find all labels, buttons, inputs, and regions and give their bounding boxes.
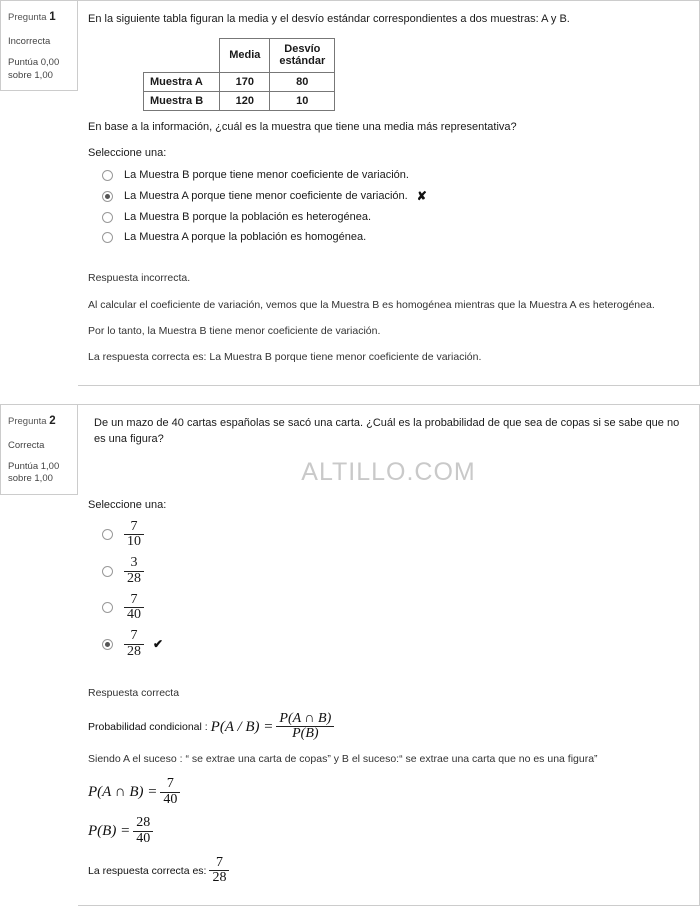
- fraction-numerator: 7: [209, 856, 229, 872]
- table-header-desvio: Desvío estándar: [270, 38, 335, 72]
- equation-fraction: [160, 777, 180, 807]
- answer-option-2-d[interactable]: [94, 626, 689, 662]
- table-corner-cell: [144, 38, 220, 72]
- table-row-label-b: Muestra B: [144, 91, 220, 110]
- equation-lhs: P(B) =: [88, 823, 131, 840]
- question-info-2: [0, 404, 78, 495]
- answer-option-1-c[interactable]: [94, 207, 689, 227]
- watermark-text: ALTILLO.COM: [301, 457, 476, 486]
- fraction-numerator: P(A ∩ B): [276, 712, 334, 728]
- radio-icon[interactable]: [102, 566, 113, 577]
- answer-label: La Muestra A porque la población es homogénea.: [124, 231, 367, 244]
- question-label-2: Pregunta: [8, 415, 47, 427]
- fraction-denominator: 40: [136, 830, 151, 846]
- intersection-probability: [88, 777, 689, 807]
- question-grade-max-1: sobre 1,00: [8, 69, 53, 81]
- table-cell-a-media: 170: [220, 72, 270, 91]
- equation-lhs: P(A ∩ B) =: [88, 783, 158, 800]
- fraction-denominator: P(B): [292, 726, 319, 742]
- fraction-numerator: 3: [124, 556, 144, 572]
- feedback-title-1: Respuesta incorrecta.: [88, 272, 191, 285]
- radio-icon[interactable]: [102, 232, 113, 243]
- table-cell-a-desvio: 80: [270, 72, 335, 91]
- question-grade-2: Puntúa 1,00: [8, 460, 60, 472]
- table-cell-b-desvio: 10: [270, 91, 335, 110]
- question-number-2: 2: [49, 414, 56, 427]
- feedback-2: [88, 684, 689, 886]
- question-number-line-2: [8, 411, 70, 432]
- question-stem-1-part2: En base a la información, ¿cuál es la muestra que tiene una media más representativa?: [88, 120, 517, 133]
- correct-answer-line: [88, 856, 689, 886]
- question-label-1: Pregunta: [8, 12, 47, 23]
- answer-label: La Muestra B porque tiene menor coeficiente de variación.: [124, 169, 409, 182]
- feedback-correct-answer-1: La respuesta correcta es: La Muestra B porque tiene menor coeficiente de variación.: [88, 351, 482, 364]
- answer-option-1-b[interactable]: [94, 185, 689, 207]
- formula-label: Probabilidad condicional :: [88, 720, 208, 733]
- answer-option-2-c[interactable]: [94, 590, 689, 626]
- question-info-1: [0, 0, 78, 91]
- select-one-label-2: Seleccione una:: [88, 498, 167, 511]
- formula-lhs: P(A / B) =: [210, 718, 274, 735]
- fraction-denominator: 28: [127, 570, 141, 586]
- feedback-title-2: Respuesta correcta: [88, 687, 180, 700]
- question-body-2: [78, 404, 700, 906]
- answer-label: La Muestra B porque la población es heterogénea.: [124, 211, 372, 224]
- answer-fraction: [124, 520, 144, 550]
- feedback-line-1: Al calcular el coeficiente de variación, vemos que la Muestra B es homogénea mientras que la Muestra A es heterogénea.: [88, 298, 655, 311]
- radio-icon-selected[interactable]: [102, 191, 113, 202]
- question-separator: [0, 386, 700, 404]
- question-number-1: 1: [49, 11, 56, 23]
- question-state-1: Incorrecta: [8, 36, 51, 48]
- formula-fraction: [276, 712, 334, 742]
- radio-icon[interactable]: [102, 529, 113, 540]
- radio-icon[interactable]: [102, 212, 113, 223]
- events-definition: Siendo A el suceso : “ se extrae una carta de copas” y B el suceso:“ se extrae una carta que no es una figura”: [88, 753, 598, 766]
- question-stem-2: De un mazo de 40 cartas españolas se sacó una carta. ¿Cuál es la probabilidad de que sea de copas si se sabe que no es una figura?: [94, 416, 680, 446]
- correct-mark-icon: ✔: [153, 637, 164, 652]
- fraction-numerator: 7: [124, 593, 144, 609]
- table-row: [144, 72, 335, 91]
- select-one-label-1: Seleccione una:: [88, 147, 167, 160]
- fraction-numerator: 28: [133, 816, 153, 832]
- fraction-numerator: 7: [124, 629, 144, 645]
- conditional-probability-formula: [88, 712, 689, 742]
- answer-list-2: [94, 517, 689, 663]
- radio-icon[interactable]: [102, 170, 113, 181]
- feedback-line-2: Por lo tanto, la Muestra B tiene menor coeficiente de variación.: [88, 325, 381, 338]
- fraction-numerator: 7: [160, 777, 180, 793]
- question-block-1: [0, 0, 700, 386]
- feedback-1: [88, 269, 689, 367]
- question-body-1: [78, 0, 700, 386]
- fraction-numerator: 7: [124, 520, 144, 536]
- question-number-line-1: [8, 7, 70, 28]
- fraction-denominator: 28: [212, 870, 227, 886]
- answer-fraction: [124, 593, 144, 623]
- table-header-media: Media: [220, 38, 270, 72]
- fraction-denominator: 10: [127, 534, 141, 550]
- question-block-2: [0, 404, 700, 906]
- equation-fraction: [133, 816, 153, 846]
- correct-answer-label: La respuesta correcta es:: [88, 864, 207, 877]
- answer-fraction: [124, 629, 144, 659]
- answer-fraction: [124, 556, 144, 586]
- answer-option-1-d[interactable]: [94, 227, 689, 247]
- question-state-2: Correcta: [8, 440, 45, 452]
- incorrect-mark-icon: ✘: [416, 189, 427, 204]
- answer-option-1-a[interactable]: [94, 165, 689, 185]
- answer-option-2-b[interactable]: [94, 553, 689, 589]
- answer-label: La Muestra A porque tiene menor coeficiente de variación.: [124, 190, 408, 203]
- event-b-probability: [88, 816, 689, 846]
- question-grade-max-2: sobre 1,00: [8, 473, 53, 485]
- answer-option-2-a[interactable]: [94, 517, 689, 553]
- answer-list-1: [94, 165, 689, 247]
- table-row-label-a: Muestra A: [144, 72, 220, 91]
- statistics-table: [143, 38, 335, 111]
- radio-icon[interactable]: [102, 602, 113, 613]
- question-stem-1: En la siguiente tabla figuran la media y el desvío estándar correspondientes a dos muestras: A y B.: [88, 13, 570, 25]
- radio-icon-selected[interactable]: [102, 639, 113, 650]
- table-cell-b-media: 120: [220, 91, 270, 110]
- fraction-denominator: 40: [163, 791, 178, 807]
- fraction-denominator: 28: [127, 643, 141, 659]
- table-row: [144, 91, 335, 110]
- correct-answer-fraction: [209, 856, 229, 886]
- fraction-denominator: 40: [127, 607, 141, 623]
- question-grade-1: Puntúa 0,00: [8, 56, 60, 68]
